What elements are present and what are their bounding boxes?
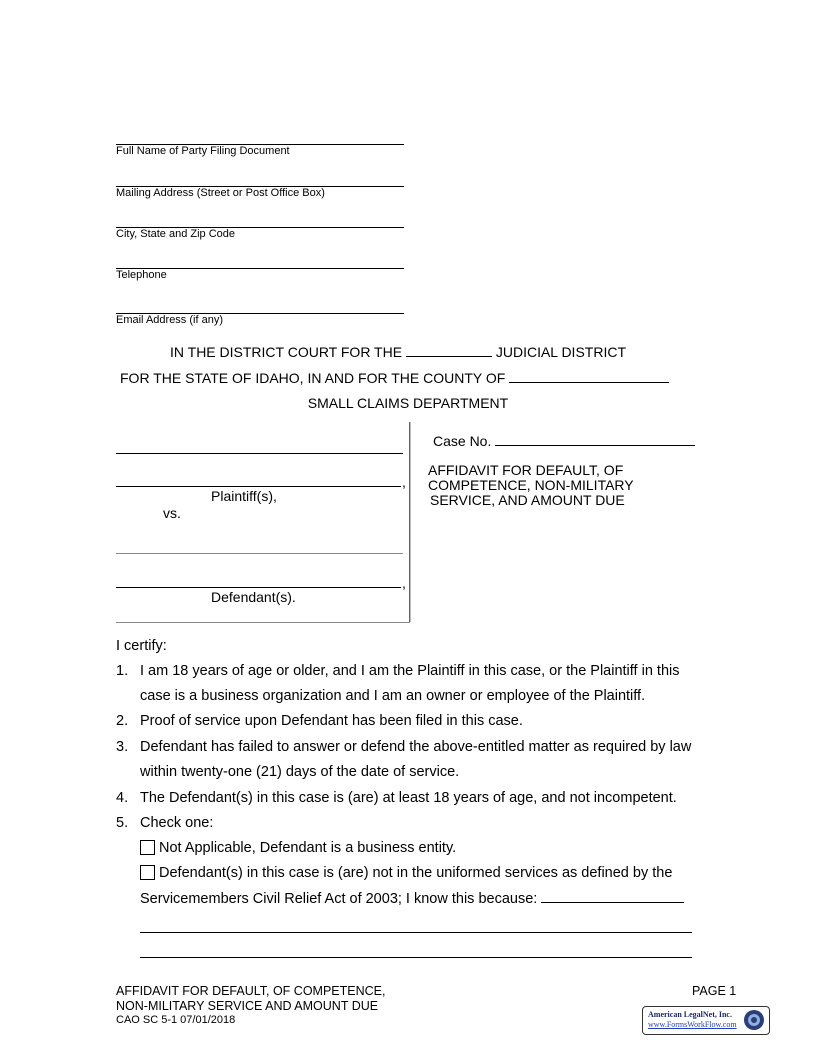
plaintiff-line-2[interactable] [116, 486, 401, 487]
judicial-district-blank[interactable] [406, 344, 492, 357]
caption-bottom-rule [116, 622, 410, 623]
reason-blank[interactable] [541, 891, 684, 903]
email-label: Email Address (if any) [116, 314, 223, 326]
defendant-line-1[interactable] [116, 553, 403, 554]
item-1-line-1: I am 18 years of age or older, and I am the Plaintiff in this case, or the Plaintiff in this [140, 663, 680, 679]
court-line-1-a: IN THE DISTRICT COURT FOR THE [170, 344, 403, 360]
caption-divider [409, 422, 410, 622]
county-blank[interactable] [509, 370, 669, 383]
item-2-num: 2. [116, 713, 129, 729]
item-1-num: 1. [116, 663, 129, 679]
affidavit-title-3: SERVICE, AND AMOUNT DUE [430, 492, 625, 508]
vs-label: vs. [163, 505, 181, 521]
affidavit-title-1: AFFIDAVIT FOR DEFAULT, OF [428, 462, 624, 478]
item-3-line-2: within twenty-one (21) days of the date of service. [140, 764, 460, 780]
non-military-label-1: Defendant(s) in this case is (are) not in the uniformed services as defined by the [159, 865, 673, 881]
reason-line-3[interactable] [140, 957, 692, 958]
item-1-line-2: case is a business organization and I am an owner or employee of the Plaintiff. [140, 688, 646, 704]
case-number-field [433, 433, 695, 449]
item-4-line-1: The Defendant(s) in this case is (are) at least 18 years of age, and not incompetent. [140, 790, 677, 806]
mailing-address-label: Mailing Address (Street or Post Office Box) [116, 187, 325, 199]
certify-intro: I certify: [116, 638, 167, 654]
defendant-comma: , [402, 575, 406, 591]
logo-company-name: American LegalNet, Inc. [648, 1010, 732, 1019]
logo-website: www.FormsWorkFlow.com [648, 1020, 737, 1029]
item-3-num: 3. [116, 739, 129, 755]
logo-globe-icon [743, 1009, 765, 1031]
affidavit-title-2: COMPETENCE, NON-MILITARY [428, 477, 634, 493]
case-number-label: Case No. [433, 433, 492, 449]
not-applicable-label: Not Applicable, Defendant is a business entity. [159, 840, 457, 856]
footer-form-id: CAO SC 5-1 07/01/2018 [116, 1014, 236, 1026]
not-applicable-checkbox[interactable] [140, 840, 155, 855]
defendant-label: Defendant(s). [211, 589, 296, 605]
footer-title-2: NON-MILITARY SERVICE AND AMOUNT DUE [116, 999, 379, 1013]
court-line-1-b: JUDICIAL DISTRICT [495, 344, 626, 360]
item-2-line-1: Proof of service upon Defendant has been filed in this case. [140, 713, 523, 729]
full-name-label: Full Name of Party Filing Document [116, 145, 290, 157]
reason-line-2[interactable] [140, 932, 692, 933]
city-state-zip-label: City, State and Zip Code [116, 228, 236, 240]
footer-page-number: PAGE 1 [692, 984, 737, 998]
court-line-2-text: FOR THE STATE OF IDAHO, IN AND FOR THE COUNTY OF [120, 370, 506, 386]
item-5-num: 5. [116, 815, 129, 831]
plaintiff-label: Plaintiff(s), [211, 488, 277, 504]
telephone-label: Telephone [116, 269, 167, 281]
non-military-label-2-text: Servicemembers Civil Relief Act of 2003; I know this because: [140, 891, 538, 907]
forms-workflow-logo[interactable] [642, 1006, 770, 1035]
item-5-line-1: Check one: [140, 815, 214, 831]
defendant-line-2[interactable] [116, 587, 401, 588]
non-military-label-2 [140, 891, 684, 907]
plaintiff-comma: , [402, 474, 406, 490]
non-military-checkbox[interactable] [140, 865, 155, 880]
item-3-line-1: Defendant has failed to answer or defend the above-entitled matter as required by law [140, 739, 692, 755]
case-number-blank[interactable] [495, 433, 695, 446]
plaintiff-line-1[interactable] [116, 453, 403, 454]
court-line-1 [170, 344, 626, 360]
court-line-2 [120, 370, 669, 386]
item-4-num: 4. [116, 790, 129, 806]
court-line-3: SMALL CLAIMS DEPARTMENT [307, 395, 509, 411]
footer-title-1: AFFIDAVIT FOR DEFAULT, OF COMPETENCE, [116, 984, 386, 998]
